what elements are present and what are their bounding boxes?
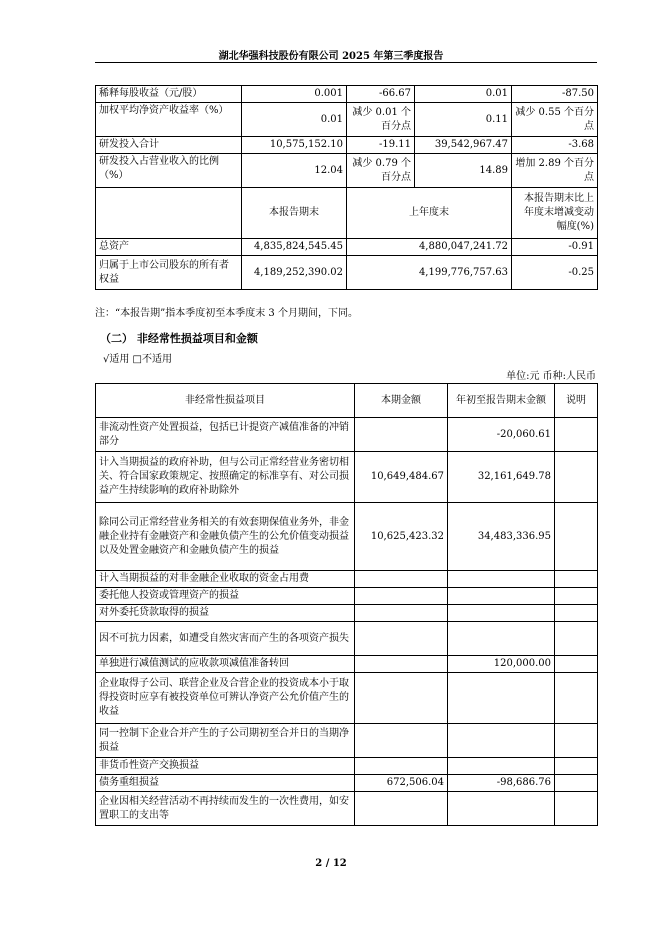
- header-row: [96, 384, 598, 418]
- table-cell: 10,575,152.10: [242, 137, 347, 154]
- table-cell: 减少 0.79 个百分点: [347, 154, 415, 188]
- table-cell: 34,483,336.95: [448, 503, 555, 571]
- unit-label: 单位:元 币种:人民币: [506, 371, 596, 382]
- table-row: [96, 792, 598, 826]
- table-cell: [355, 724, 448, 758]
- column-header: 非经常性损益项目: [96, 384, 355, 418]
- row-label: 归属于上市公司股东的所有者权益: [96, 256, 242, 290]
- table-cell: [355, 673, 448, 724]
- table-row: [96, 673, 598, 724]
- table-cell: 4,189,252,390.02: [242, 256, 347, 290]
- table-cell: [555, 758, 598, 775]
- table-cell: [448, 758, 555, 775]
- table-cell: [448, 571, 555, 588]
- table-cell: 10,649,484.67: [355, 452, 448, 503]
- table-cell: [555, 571, 598, 588]
- table-cell: [448, 792, 555, 826]
- table-cell: [555, 792, 598, 826]
- table-cell: 4,835,824,545.45: [242, 239, 347, 256]
- table-cell: [448, 673, 555, 724]
- table-cell: [448, 622, 555, 656]
- table-cell: [355, 418, 448, 452]
- row-label: 研发投入合计: [96, 137, 242, 154]
- header-divider: [95, 62, 597, 63]
- table-cell: [355, 588, 448, 605]
- table-cell: 减少 0.55 个百分点: [512, 103, 598, 137]
- item-label: 对外委托贷款取得的损益: [96, 605, 355, 622]
- item-label: 委托他人投资或管理资产的损益: [96, 588, 355, 605]
- column-header: 说明: [555, 384, 598, 418]
- sub-header-row: [96, 188, 598, 239]
- table-cell: [555, 605, 598, 622]
- item-label: 企业因相关经营活动不再持续而发生的一次性费用，如安置职工的支出等: [96, 792, 355, 826]
- table-row: [96, 103, 598, 137]
- table-cell: -0.25: [512, 256, 598, 290]
- table-cell: 0.001: [242, 86, 347, 103]
- table-row: [96, 239, 598, 256]
- table-cell: -87.50: [512, 86, 598, 103]
- table-cell: 4,880,047,241.72: [347, 239, 512, 256]
- table-cell: 672,506.04: [355, 775, 448, 792]
- table-cell: 增加 2.89 个百分点: [512, 154, 598, 188]
- table-cell: [555, 724, 598, 758]
- table-cell: 0.01: [242, 103, 347, 137]
- table-row: [96, 656, 598, 673]
- table-row: [96, 588, 598, 605]
- table-cell: -0.91: [512, 239, 598, 256]
- column-header: 本报告期末比上年度末增减变动幅度(%): [512, 188, 598, 239]
- table-row: [96, 154, 598, 188]
- table-cell: [555, 622, 598, 656]
- table-row: [96, 86, 598, 103]
- item-label: 债务重组损益: [96, 775, 355, 792]
- table-cell: 4,199,776,757.63: [347, 256, 512, 290]
- item-label: 同一控制下企业合并产生的子公司期初至合并日的当期净损益: [96, 724, 355, 758]
- table-cell: 0.01: [415, 86, 512, 103]
- table-cell: [555, 418, 598, 452]
- applicability-checkbox: √适用 □不适用: [103, 354, 172, 365]
- table-cell: 39,542,967.47: [415, 137, 512, 154]
- table-row: [96, 605, 598, 622]
- page-header-title: 湖北华强科技股份有限公司 2025 年第三季度报告: [218, 51, 444, 62]
- table-cell: [555, 775, 598, 792]
- table-cell: [355, 792, 448, 826]
- table-cell: [555, 656, 598, 673]
- empty-cell: [96, 188, 242, 239]
- table-row: [96, 758, 598, 775]
- table-cell: 32,161,649.78: [448, 452, 555, 503]
- item-label: 非流动性资产处置损益，包括已计提资产减值准备的冲销部分: [96, 418, 355, 452]
- table-cell: -98,686.76: [448, 775, 555, 792]
- item-label: 计入当期损益的对非金融企业收取的资金占用费: [96, 571, 355, 588]
- table-cell: 120,000.00: [448, 656, 555, 673]
- row-label: 研发投入占营业收入的比例（%）: [96, 154, 242, 188]
- table-cell: -66.67: [347, 86, 415, 103]
- table-row: [96, 256, 598, 290]
- table-row: [96, 503, 598, 571]
- table-row: [96, 137, 598, 154]
- table-cell: [555, 452, 598, 503]
- row-label: 总资产: [96, 239, 242, 256]
- item-label: 企业取得子公司、联营企业及合营企业的投资成本小于取得投资时应享有被投资单位可辨认净资产公允价值产生的收益: [96, 673, 355, 724]
- table-row: [96, 452, 598, 503]
- table-cell: [448, 605, 555, 622]
- column-header: 本报告期末: [242, 188, 347, 239]
- table-row: [96, 724, 598, 758]
- table-cell: [555, 503, 598, 571]
- table-row: [96, 571, 598, 588]
- column-header: 本期金额: [355, 384, 448, 418]
- item-label: 计入当期损益的政府补助，但与公司正常经营业务密切相关、符合国家政策规定、按照确定的标准享有、对公司损益产生持续影响的政府补助除外: [96, 452, 355, 503]
- item-label: 除同公司正常经营业务相关的有效套期保值业务外，非金融企业持有金融资产和金融负债产生的公允价值变动损益以及处置金融资产和金融负债产生的损益: [96, 503, 355, 571]
- table-cell: [448, 588, 555, 605]
- footnote: 注：“本报告期”指本季度初至本季度末 3 个月期间，下同。: [95, 308, 358, 319]
- table-cell: 12.04: [242, 154, 347, 188]
- item-label: 因不可抗力因素，如遭受自然灾害而产生的各项资产损失: [96, 622, 355, 656]
- table-cell: [555, 588, 598, 605]
- table-cell: [555, 673, 598, 724]
- table-cell: 0.11: [415, 103, 512, 137]
- financial-indicators-table: [95, 85, 598, 290]
- table-cell: -19.11: [347, 137, 415, 154]
- column-header: 年初至报告期末金额: [448, 384, 555, 418]
- table-cell: -3.68: [512, 137, 598, 154]
- section-title: （二） 非经常性损益项目和金额: [100, 332, 258, 345]
- table-cell: [355, 571, 448, 588]
- table-row: [96, 775, 598, 792]
- table-cell: [355, 622, 448, 656]
- table-cell: [448, 724, 555, 758]
- table-row: [96, 418, 598, 452]
- table-cell: [355, 605, 448, 622]
- table-cell: -20,060.61: [448, 418, 555, 452]
- item-label: 非货币性资产交换损益: [96, 758, 355, 775]
- table-cell: 14.89: [415, 154, 512, 188]
- table-cell: [355, 758, 448, 775]
- row-label: 稀释每股收益（元/股）: [96, 86, 242, 103]
- table-row: [96, 622, 598, 656]
- column-header: 上年度末: [347, 188, 512, 239]
- table-cell: 减少 0.01 个百分点: [347, 103, 415, 137]
- item-label: 单独进行减值测试的应收款项减值准备转回: [96, 656, 355, 673]
- page-number: 2 / 12: [315, 858, 347, 869]
- table-cell: [355, 656, 448, 673]
- row-label: 加权平均净资产收益率（%）: [96, 103, 242, 137]
- non-recurring-items-table: [95, 383, 598, 826]
- table-cell: 10,625,423.32: [355, 503, 448, 571]
